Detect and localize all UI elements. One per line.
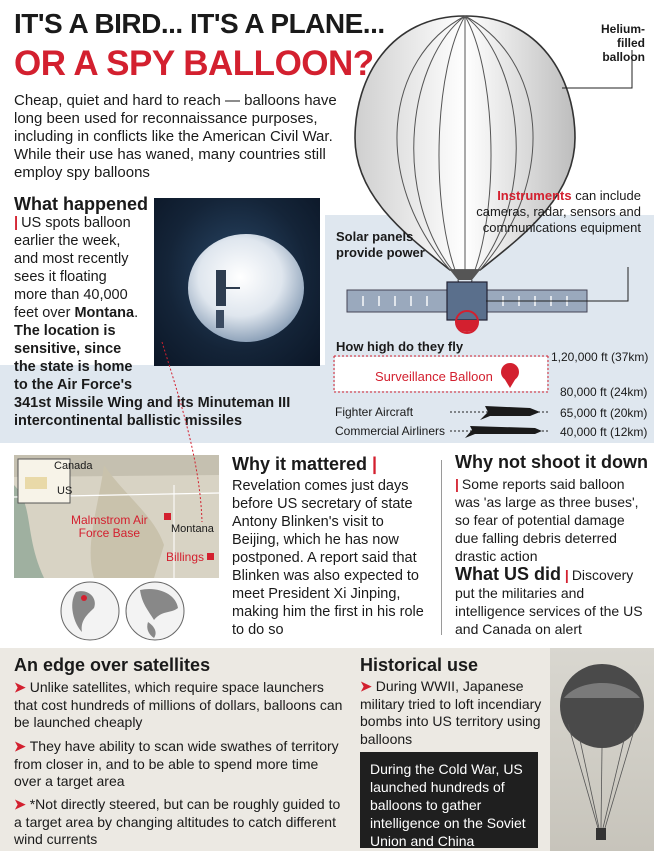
what-happened-line xyxy=(14,214,131,233)
cold-war-box: During the Cold War, US launched hundreds of balloons to gather intelligence on the Soviet Union and China xyxy=(360,752,538,848)
what-happened-line: the state is home xyxy=(14,359,133,375)
edge-point-2 xyxy=(14,738,344,791)
what-happened-line: sees it floating xyxy=(14,269,107,285)
what-happened-line: to the Air Force's xyxy=(14,377,133,393)
headline-line-1: IT'S A BIRD... IT'S A PLANE... xyxy=(14,8,385,39)
fighter-label: Fighter Aircraft xyxy=(335,405,414,419)
instruments-caption xyxy=(476,188,641,236)
globe-illustration xyxy=(58,580,188,642)
why-not-shoot-heading: Why not shoot it down xyxy=(455,452,648,472)
red-bar: | xyxy=(372,454,378,474)
balloon-label xyxy=(575,22,645,64)
why-mattered-heading-text: Why it mattered xyxy=(232,454,368,474)
why-mattered-heading xyxy=(232,454,380,475)
red-bar: | xyxy=(455,476,459,492)
edge-point-text: *Not directly steered, but can be roughly guided to a target area by changing altitudes to catch different wind currents xyxy=(14,796,341,847)
how-high-heading: How high do they fly xyxy=(336,339,464,354)
what-happened-line: more than 40,000 xyxy=(14,287,128,303)
malmstrom-line-2: Force Base xyxy=(78,526,141,540)
surveillance-label: Surveillance Balloon xyxy=(375,369,493,384)
map-montana-label: Montana xyxy=(171,523,214,535)
arrow-icon: ➤ xyxy=(14,796,26,812)
arrow-icon: ➤ xyxy=(14,738,26,754)
what-happened-line: The location is xyxy=(14,323,116,339)
column-divider xyxy=(441,460,442,635)
what-happened-line: earlier the week, xyxy=(14,233,121,249)
what-us-did-block xyxy=(455,565,650,638)
arrow-icon: ➤ xyxy=(360,678,372,694)
altitude-2: 80,000 ft (24km) xyxy=(560,385,648,399)
photo-map-connector xyxy=(160,340,240,530)
altitude-3: 65,000 ft (20km) xyxy=(560,406,648,420)
edge-heading: An edge over satellites xyxy=(14,655,211,675)
line-text: US spots balloon xyxy=(21,215,131,231)
red-bar: | xyxy=(14,215,19,231)
historic-balloon-art xyxy=(550,648,654,851)
instruments-rest: can include cameras, radar, sensors and communications equipment xyxy=(476,188,641,235)
balloon-label-line-2: balloon xyxy=(602,50,645,64)
headline-line-2: OR A SPY BALLOON? xyxy=(14,44,374,83)
why-not-shoot-text: Some reports said balloon was 'as large as three buses', so fear of potential damage due falling debris deterred drastic action xyxy=(455,476,639,564)
edge-point-text: Unlike satellites, which require space launchers that cost hundreds of millions of dollars, balloons can be launched cheaply xyxy=(14,679,343,730)
what-happened-line: 341st Missile Wing and its Minuteman III xyxy=(14,395,291,411)
balloon-label-line-1: Helium-filled xyxy=(600,22,645,50)
instruments-word: Instruments xyxy=(497,188,572,203)
what-us-did-text: Discovery put the militaries and intelligence services of the US and Canada on alert xyxy=(455,567,643,637)
line-text: feet over xyxy=(14,305,71,321)
historic-balloon-photo xyxy=(550,648,654,851)
commercial-label: Commercial Airliners xyxy=(335,424,446,438)
altitude-4: 40,000 ft (12km) xyxy=(560,425,648,439)
historical-text: During WWII, Japanese military tried to loft incendiary bombs into US territory using balloons xyxy=(360,678,542,747)
what-happened-line: sensitive, since xyxy=(14,341,122,357)
what-us-did-heading: What US did xyxy=(455,564,561,584)
what-happened-heading: What happened xyxy=(14,194,148,214)
intro-paragraph: Cheap, quiet and hard to reach — balloons have long been used for reconnaissance purposes, including in conflicts like the American Civil War. While their use has waned, many countries still employ spy balloons xyxy=(14,92,337,181)
red-bar: | xyxy=(564,567,569,583)
arrow-icon: ➤ xyxy=(14,679,26,695)
historical-heading: Historical use xyxy=(360,655,479,675)
edge-point-3 xyxy=(14,796,344,849)
why-mattered-body: Revelation comes just days before US secretary of state Antony Blinken's visit to Beijing, which he has now postponed. A report said that Blinken was also expected to meet President Xi Jinping, making him the first in his role to do so xyxy=(232,478,424,638)
map-us-label: US xyxy=(57,485,73,497)
malmstrom-label xyxy=(71,514,148,540)
what-happened-line: intercontinental ballistic missiles xyxy=(14,413,243,429)
period: . xyxy=(134,305,139,321)
instruments-pointer xyxy=(470,265,640,335)
what-happened-line: and most recently xyxy=(14,251,129,267)
edge-point-text: They have ability to scan wide swathes of territory from closer in, and to be able to spend more time over a target area xyxy=(14,738,339,789)
solar-caption xyxy=(336,229,425,261)
why-not-shoot-body xyxy=(455,475,650,565)
historical-body xyxy=(360,678,545,748)
montana-bold: Montana xyxy=(74,305,135,321)
malmstrom-line-1: Malmstrom Air xyxy=(71,513,148,527)
map-billings-label: Billings xyxy=(166,550,205,564)
solar-caption-line-1: Solar panels xyxy=(336,229,414,244)
edge-point-1 xyxy=(14,679,344,732)
solar-caption-line-2: provide power xyxy=(336,245,425,260)
what-happened-line xyxy=(14,304,138,323)
map-canada-label: Canada xyxy=(54,460,93,472)
altitude-1: 1,20,000 ft (37km) xyxy=(551,350,649,364)
